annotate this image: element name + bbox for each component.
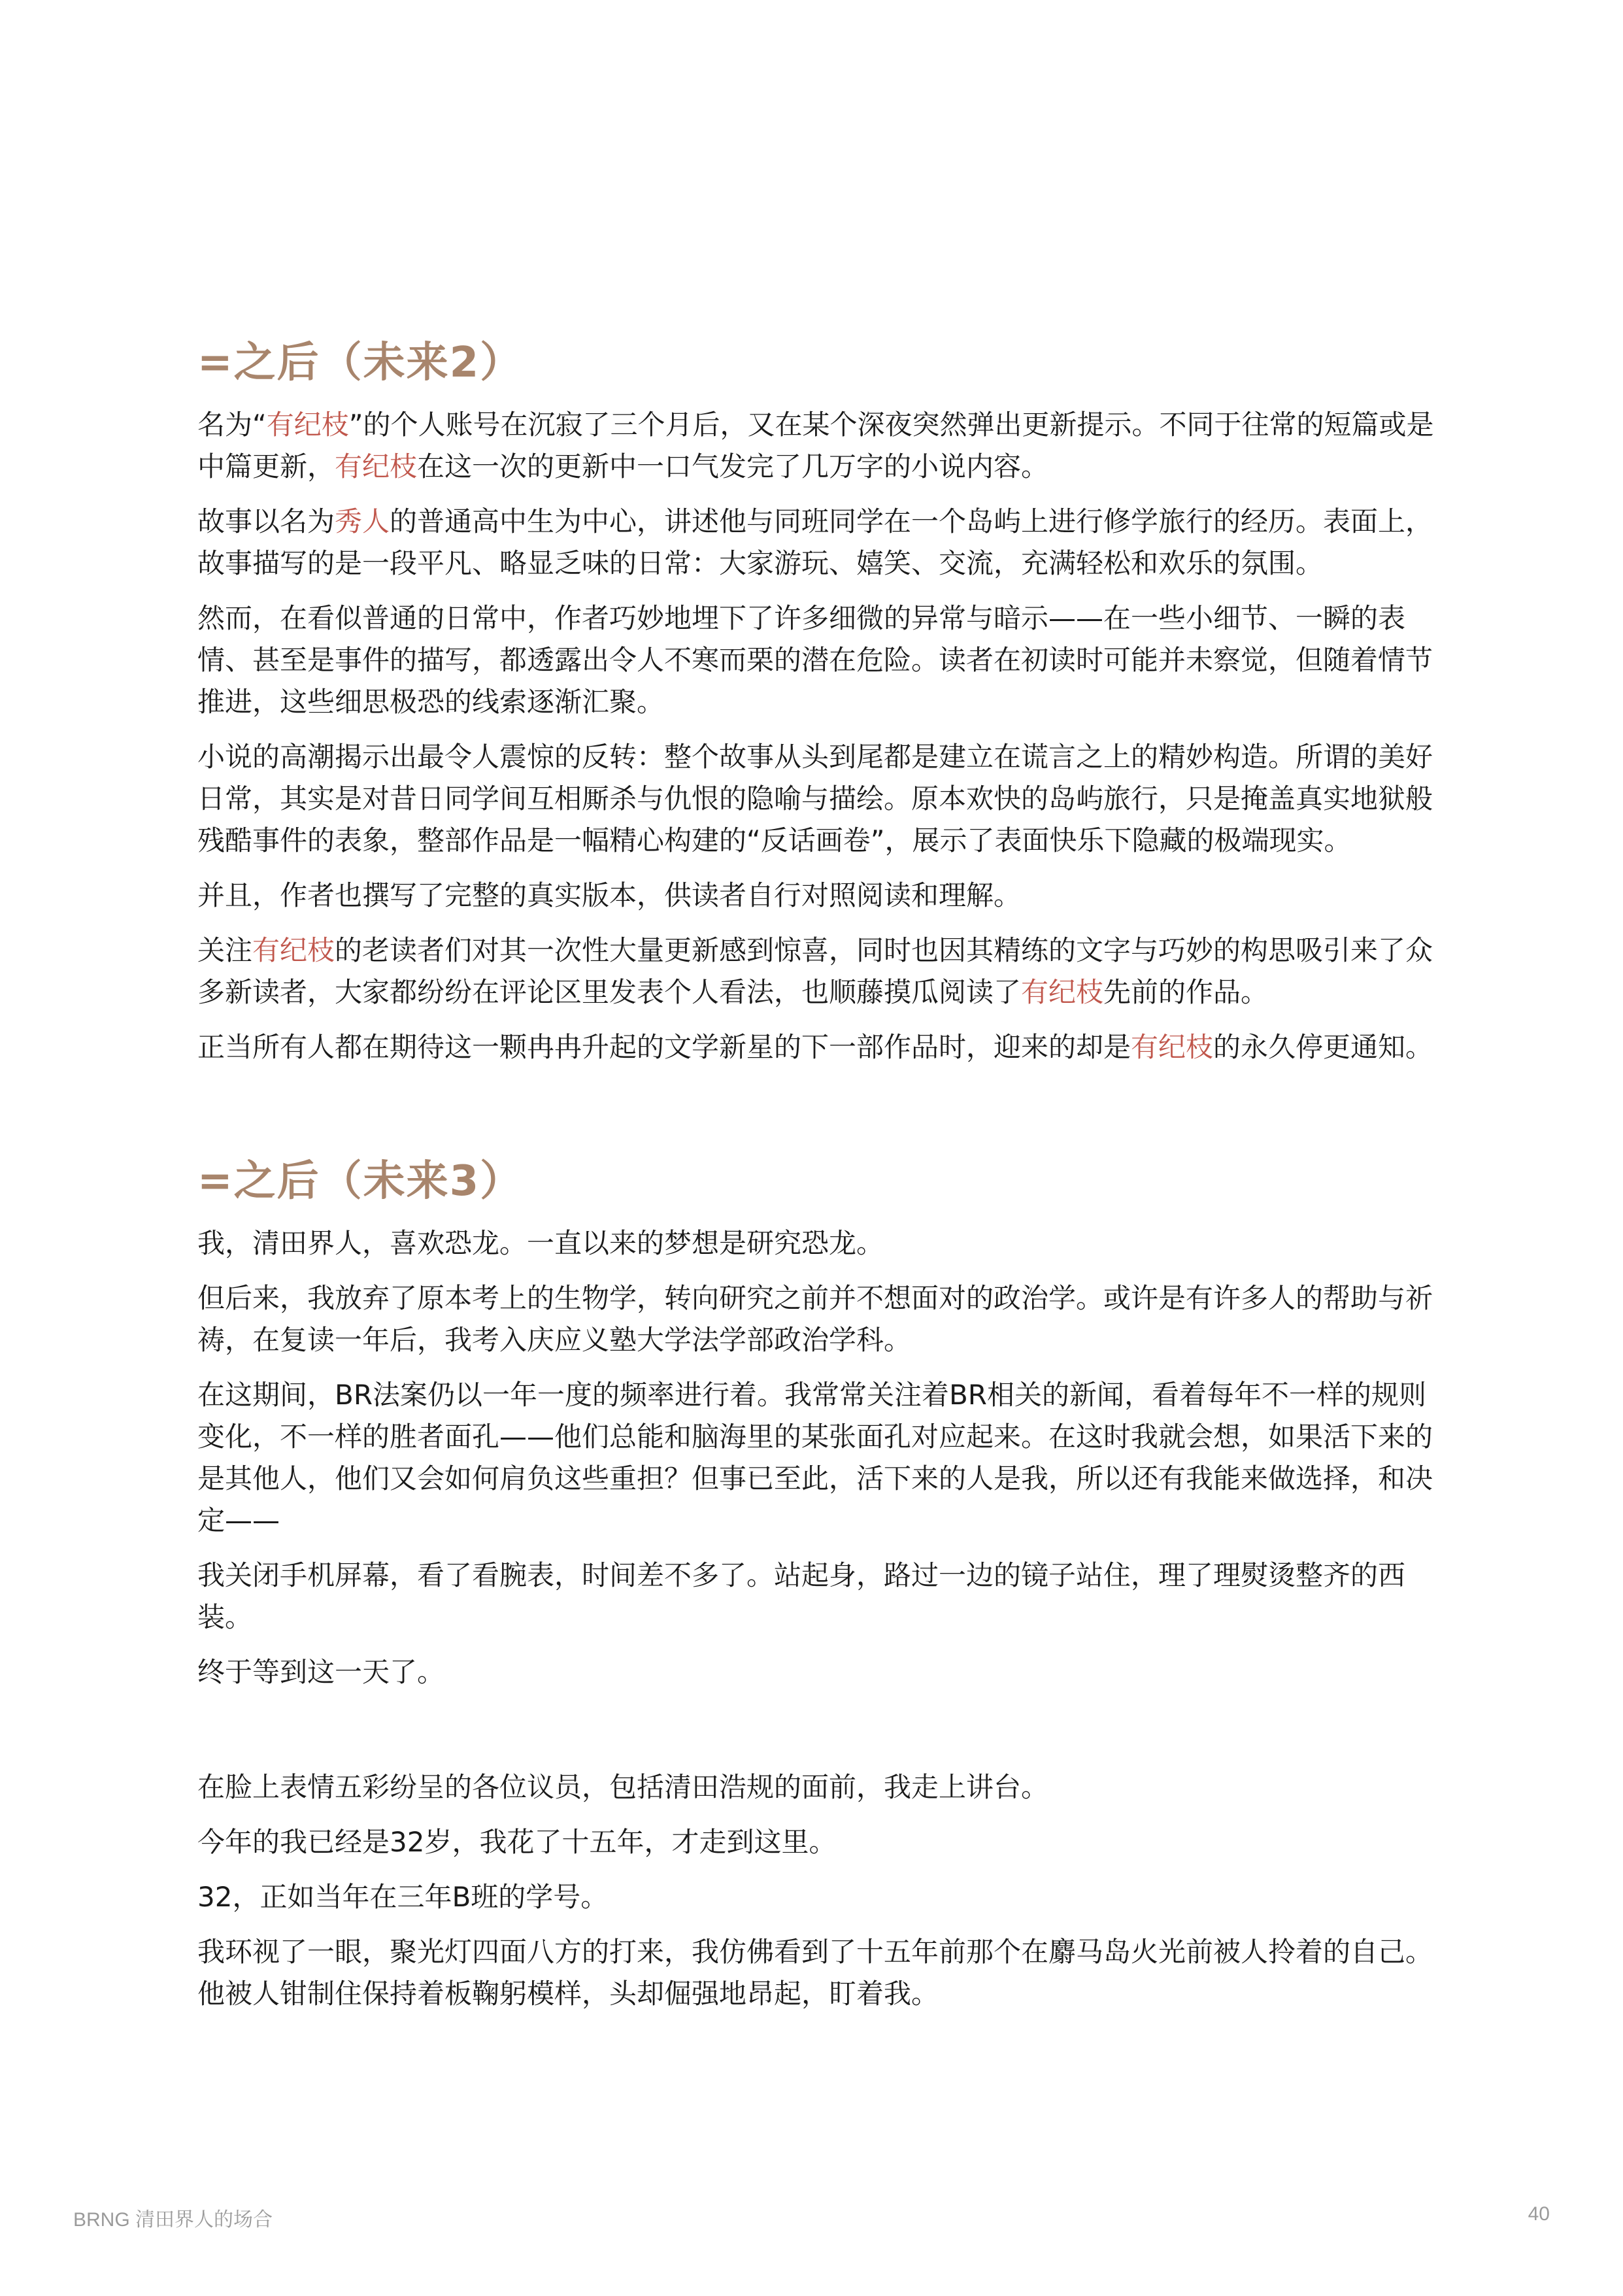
paragraph: 今年的我已经是32岁，我花了十五年，才走到这里。 [197, 1826, 837, 1858]
paragraph-text: 故事以名为 [197, 505, 335, 537]
section-title-future-3: =之后（未来3） [197, 1157, 524, 1206]
paragraph-text: 小说的高潮揭示出最令人震惊的反转：整个故事从头到尾都是建立在谎言之上的精妙构造。所谓的美好日常，其实是对昔日同学间互相厮杀与仇恨的隐喻与描绘。原本欢快的岛屿旅行，只是掩盖真实地狱般残酷事件的表象，整部作品是一幅精心构建的“反话画卷”，展示了表面快乐下隐藏的极端现实。 [197, 741, 1433, 856]
highlighted-name: 有纪枝 [1021, 976, 1104, 1008]
paragraph-text: 的老读者们对其一次性大量更新感到惊喜，同时也因其精练的文字与巧妙的构思吸引来了众多新读者，大家都纷纷在评论区里发表个人看法，也顺藤摸瓜阅读了 [197, 934, 1433, 1008]
paragraph-text: ”的个人账号在沉寂了三个月后，又在某个深夜突然弹出更新提示。不同于往常的短篇或是中篇更新， [197, 409, 1434, 482]
paragraph-text: 正当所有人都在期待这一颗冉冉升起的文学新星的下一部作品时，迎来的却是 [197, 1031, 1131, 1063]
paragraph-text: 在这一次的更新中一口气发完了几万字的小说内容。 [417, 450, 1049, 482]
paragraph-text: 然而，在看似普通的日常中，作者巧妙地埋下了许多细微的异常与暗示——在一些小细节、一瞬的表情、甚至是事件的描写，都透露出令人不寒而栗的潜在危险。读者在初读时可能并未察觉，但随着情节推进，这些细思极恐的线索逐渐汇聚。 [197, 602, 1433, 718]
footer-title: BRNG 清田界人的场合 [73, 2209, 273, 2231]
paragraph [197, 875, 1439, 917]
paragraph: 32，正如当年在三年B班的学号。 [197, 1881, 609, 1913]
highlighted-name: 有纪枝 [335, 450, 418, 482]
paragraph-text: 关注 [197, 934, 253, 966]
paragraph: 但后来，我放弃了原本考上的生物学，转向研究之前并不想面对的政治学。或许是有许多人的帮助与祈祷，在复读一年后，我考入庆应义塾大学法学部政治学科。 [197, 1282, 1433, 1356]
paragraph: 我，清田界人，喜欢恐龙。一直以来的梦想是研究恐龙。 [197, 1227, 884, 1259]
section-future-3-part-a [197, 1223, 1439, 1693]
highlighted-name: 有纪枝 [266, 409, 349, 441]
paragraph [197, 501, 1439, 584]
highlighted-name: 有纪枝 [1131, 1031, 1214, 1063]
paragraph-text: 并且，作者也撰写了完整的真实版本，供读者自行对照阅读和理解。 [197, 879, 1022, 911]
paragraph [197, 404, 1439, 488]
paragraph: 我关闭手机屏幕，看了看腕表，时间差不多了。站起身，路过一边的镜子站住，理了理熨烫整齐的西装。 [197, 1559, 1406, 1633]
paragraph-text: 先前的作品。 [1103, 976, 1269, 1008]
paragraph-text: 的普通高中生为中心，讲述他与同班同学在一个岛屿上进行修学旅行的经历。表面上，故事描写的是一段平凡、略显乏味的日常：大家游玩、嬉笑、交流，充满轻松和欢乐的氛围。 [197, 505, 1433, 579]
paragraph: 在这期间，BR法案仍以一年一度的频率进行着。我常常关注着BR相关的新闻，看着每年不一样的规则变化，不一样的胜者面孔——他们总能和脑海里的某张面孔对应起来。在这时我就会想，如果活下来的是其他人，他们又会如何肩负这些重担？但事已至此，活下来的人是我，所以还有我能来做选择，和决定—— [197, 1379, 1433, 1536]
paragraph [197, 1026, 1439, 1068]
paragraph-text: 名为“ [197, 409, 267, 441]
section-future-2 [197, 404, 1439, 1068]
paragraph-text: 的永久停更通知。 [1213, 1031, 1433, 1063]
paragraph [197, 598, 1439, 723]
document-body [197, 333, 1439, 2028]
paragraph: 终于等到这一天了。 [197, 1656, 445, 1688]
paragraph [197, 736, 1439, 862]
page-number: 40 [1528, 2203, 1550, 2225]
paragraph [197, 930, 1439, 1013]
section-title-future-2: =之后（未来2） [197, 339, 524, 387]
paragraph: 在脸上表情五彩纷呈的各位议员，包括清田浩规的面前，我走上讲台。 [197, 1771, 1049, 1803]
paragraph-gap [197, 1706, 1439, 1766]
paragraph: 我环视了一眼，聚光灯四面八方的打来，我仿佛看到了十五年前那个在麝马岛火光前被人拎着的自己。他被人钳制住保持着板鞠躬模样，头却倔强地昂起，盯着我。 [197, 1936, 1433, 2010]
highlighted-name: 有纪枝 [252, 934, 335, 966]
highlighted-name: 秀人 [335, 505, 390, 537]
section-future-3-part-b [197, 1766, 1439, 2015]
